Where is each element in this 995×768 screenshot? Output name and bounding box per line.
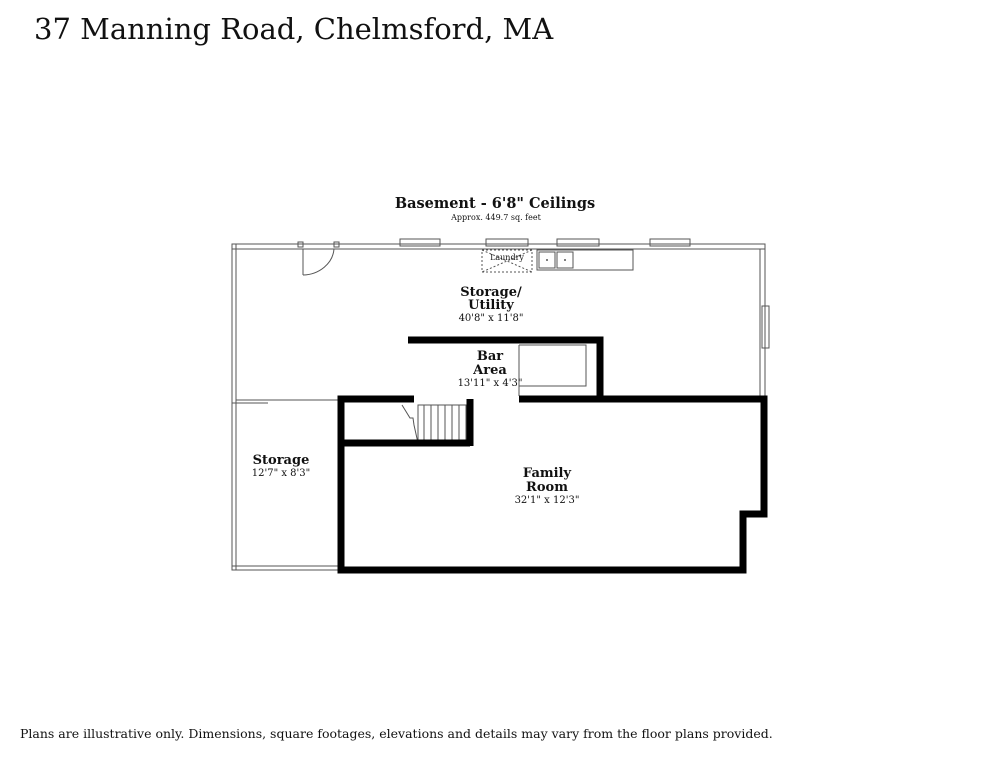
room-storage [252, 453, 311, 479]
room-family-room [515, 466, 580, 506]
room-dimensions: 12'7" x 8'3" [251, 468, 311, 479]
room-dimensions: 13'11" x 4'3" [457, 378, 523, 389]
stairs [402, 405, 470, 443]
bottom-wall-storage [232, 566, 340, 570]
bar-counter [519, 345, 586, 386]
room-name: Utility [468, 298, 514, 313]
room-name: Bar [476, 349, 504, 364]
window [486, 239, 528, 246]
room-name: Area [473, 363, 507, 378]
room-name: Room [526, 480, 568, 495]
disclaimer-text: Plans are illustrative only. Dimensions, square footages, elevations and details may vary from the floor plans provided. [20, 726, 773, 741]
sink-fixture [537, 250, 633, 270]
page-title: 37 Manning Road, Chelmsford, MA [34, 12, 554, 46]
room-name: Storage/ [460, 285, 522, 300]
room-bar-area [458, 349, 523, 389]
finished-walls [341, 340, 764, 570]
laundry-label: Laundry [490, 253, 524, 262]
window [400, 239, 440, 246]
window [557, 239, 599, 246]
floor-heading: Basement - 6'8" Ceilings [394, 195, 596, 212]
room-name: Storage [252, 453, 310, 468]
floor-area: Approx. 449.7 sq. feet [451, 213, 541, 222]
window [650, 239, 690, 246]
room-dimensions: 40'8" x 11'8" [458, 313, 524, 324]
room-name: Family [522, 466, 572, 481]
room-dimensions: 32'1" x 12'3" [514, 495, 580, 506]
door-swing [298, 242, 339, 275]
left-wall [232, 244, 236, 570]
laundry-fixture [482, 250, 532, 272]
room-storage-utility [459, 285, 524, 324]
